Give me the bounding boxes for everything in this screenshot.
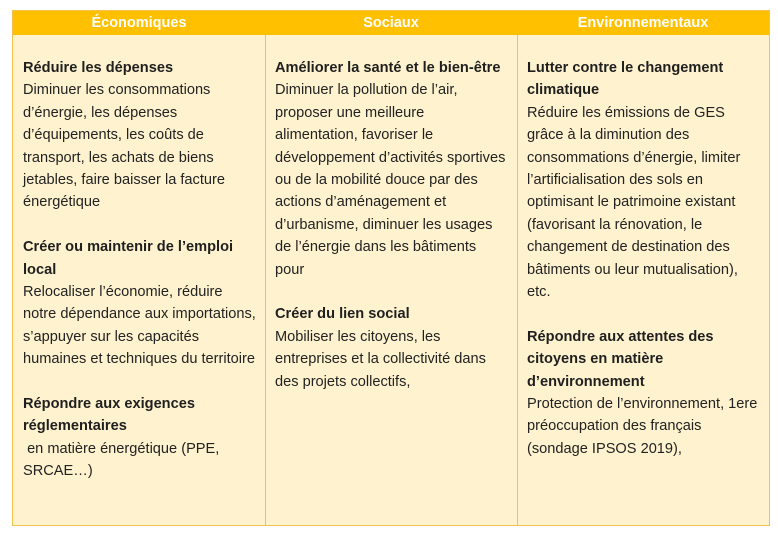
section-exigences-reglementaires: [23, 393, 257, 483]
benefits-table: [12, 10, 770, 526]
column-sociaux: [265, 35, 517, 525]
section-reduire-depenses: [23, 57, 257, 214]
header-economiques: Économiques: [91, 15, 187, 31]
section-sante-bien-etre: [275, 57, 509, 281]
column-environnementaux: [517, 35, 769, 525]
section-body: Diminuer la pollution de l’air, proposer une meilleure alimentation, favoriser le développement d’activités sportives ou de la mobilité douce par des actions d’aménagement et d’urbanisme, diminuer les usages de l’énergie dans les bâtiments pour: [275, 82, 506, 278]
column-economiques: [13, 35, 265, 525]
section-attentes-citoyens: [527, 326, 761, 460]
section-title: Lutter contre le changement climatique: [527, 60, 724, 99]
section-title: Réduire les dépenses: [23, 60, 174, 76]
section-changement-climatique: [527, 57, 761, 303]
section-title: Créer du lien social: [275, 306, 410, 323]
section-lien-social: [275, 303, 509, 393]
section-title: Améliorer la santé et le bien-être: [275, 60, 501, 76]
table-header-row: [13, 11, 769, 35]
header-sociaux: Sociaux: [363, 15, 419, 31]
section-emploi-local: [23, 236, 257, 370]
section-body: Relocaliser l’économie, réduire notre dépendance aux importations, s’appuyer sur les capacités humaines et techniques du territoire: [23, 284, 256, 368]
section-body: Diminuer les consommations d’énergie, les dépenses d’équipements, les coûts de transport, les achats de biens jetables, faire baisser la facture énergétique: [23, 82, 225, 211]
section-body: en matière énergétique (PPE, SRCAE…): [23, 440, 224, 480]
section-title: Créer ou maintenir de l’emploi local: [23, 239, 234, 278]
section-title: Répondre aux attentes des citoyens en matière d’environnement: [527, 328, 714, 390]
header-environnementaux: Environnementaux: [577, 15, 709, 31]
section-title: Répondre aux exigences réglementaires: [23, 396, 195, 435]
section-body: Protection de l’environnement, 1ere préoccupation des français (sondage IPSOS 2019),: [527, 396, 758, 457]
section-body: Réduire les émissions de GES grâce à la diminution des consommations d’énergie, limiter l’artificialisation des sols en optimisant le patrimoine existant (favorisant la rénovation, le changement de destination des bâtiments ou leur mutualisation), etc.: [527, 104, 741, 301]
section-body: Mobiliser les citoyens, les entreprises et la collectivité dans des projets collectifs,: [275, 328, 486, 390]
